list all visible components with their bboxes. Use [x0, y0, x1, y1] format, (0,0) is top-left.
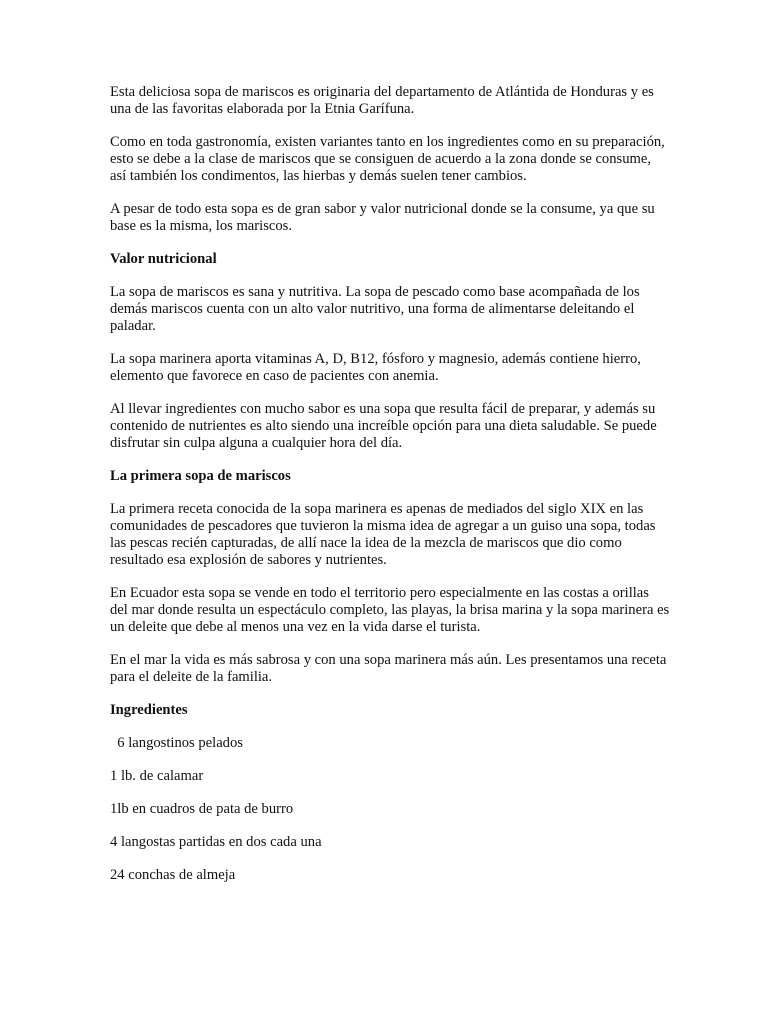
ingredient-item: 6 langostinos pelados	[110, 735, 243, 751]
nutrition-paragraph-3: Al llevar ingredientes con mucho sabor es una sopa que resulta fácil de preparar, y además su contenido de nutrientes es alto siendo una increíble opción para una dieta saludable. Se puede disfrutar sin culpa alguna a cualquier hora del día.	[110, 401, 657, 451]
history-paragraph-1: La primera receta conocida de la sopa marinera es apenas de mediados del siglo XIX en las comunidades de pescadores que tuvieron la misma idea de agregar a un guiso una sopa, todas las pescas recién capturadas, de allí nace la idea de la mezcla de mariscos que dio como resultado esa explosión de sabores y nutrientes.	[110, 501, 656, 568]
section-heading-nutrition: Valor nutricional	[110, 251, 217, 267]
ingredients-list	[110, 735, 670, 884]
intro-paragraph-3: A pesar de todo esta sopa es de gran sabor y valor nutricional donde se la consume, ya que su base es la misma, los mariscos.	[110, 201, 655, 234]
ingredient-item: 1 lb. de calamar	[110, 768, 204, 784]
history-paragraph-3: En el mar la vida es más sabrosa y con una sopa marinera más aún. Les presentamos una receta para el deleite de la familia.	[110, 652, 667, 685]
ingredient-item: 4 langostas partidas en dos cada una	[110, 834, 322, 850]
nutrition-paragraph-2: La sopa marinera aporta vitaminas A, D, B12, fósforo y magnesio, además contiene hierro, elemento que favorece en caso de pacientes con anemia.	[110, 351, 641, 384]
ingredient-item: 1lb en cuadros de pata de burro	[110, 801, 294, 817]
nutrition-paragraph-1: La sopa de mariscos es sana y nutritiva. La sopa de pescado como base acompañada de los demás mariscos cuenta con un alto valor nutritivo, una forma de alimentarse deleitando el paladar.	[110, 284, 640, 334]
intro-paragraph-1: Esta deliciosa sopa de mariscos es originaria del departamento de Atlántida de Honduras y es una de las favoritas elaborada por la Etnia Garífuna.	[110, 84, 654, 117]
section-heading-ingredients: Ingredientes	[110, 702, 188, 718]
section-heading-history: La primera sopa de mariscos	[110, 468, 291, 484]
ingredient-item: 24 conchas de almeja	[110, 867, 236, 883]
document-page	[110, 84, 670, 900]
history-paragraph-2: En Ecuador esta sopa se vende en todo el territorio pero especialmente en las costas a orillas del mar donde resulta un espectáculo completo, las playas, la brisa marina y la sopa marinera es un deleite que debe al menos una vez en la vida darse el turista.	[110, 585, 670, 635]
intro-paragraph-2: Como en toda gastronomía, existen variantes tanto en los ingredientes como en su preparación, esto se debe a la clase de mariscos que se consiguen de acuerdo a la zona donde se consume, así también los condimentos, las hierbas y demás suelen tener cambios.	[110, 134, 665, 184]
